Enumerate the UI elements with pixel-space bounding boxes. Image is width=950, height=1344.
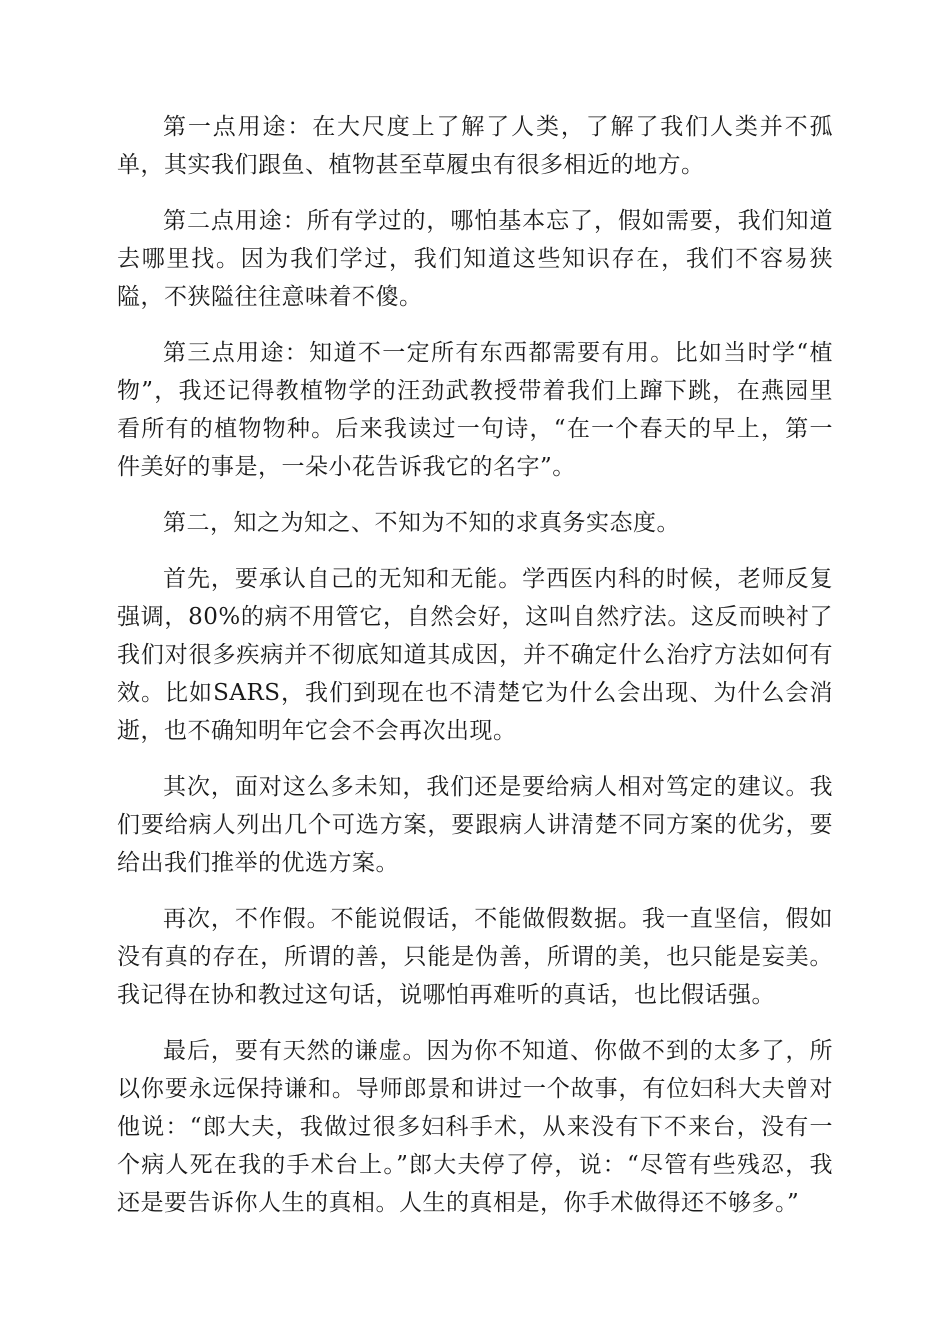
paragraph-second-use: 第二点用途：所有学过的，哪怕基本忘了，假如需要，我们知道去哪里找。因为我们学过，我们知道这些知识存在，我们不容易狭隘，不狭隘往往意味着不傻。 <box>117 208 833 310</box>
paragraph-third-use: 第三点用途：知道不一定所有东西都需要有用。比如当时学“植物”，我还记得教植物学的汪劲武教授带着我们上蹿下跳，在燕园里看所有的植物物种。后来我读过一句诗，“在一个春天的早上，第一件美好的事是，一朵小花告诉我它的名字”。 <box>117 340 833 480</box>
paragraph-last-point: 最后，要有天然的谦虚。因为你不知道、你做不到的太多了，所以你要永远保持谦和。导师郎景和讲过一个故事，有位妇科大夫曾对他说：“郎大夫，我做过很多妇科手术，从来没有下不来台，没有一个病人死在我的手术台上。”郎大夫停了停，说：“尽管有些残忍，我还是要告诉你人生的真相。人生的真相是，你手术做得还不够多。” <box>117 1038 833 1216</box>
paragraph-second-point: 其次，面对这么多未知，我们还是要给病人相对笃定的建议。我们要给病人列出几个可选方案，要跟病人讲清楚不同方案的优劣，要给出我们推举的优选方案。 <box>117 774 833 876</box>
paragraph-third-point: 再次，不作假。不能说假话，不能做假数据。我一直坚信，假如没有真的存在，所谓的善，只能是伪善，所谓的美，也只能是妄美。我记得在协和教过这句话，说哪怕再难听的真话，也比假话强。 <box>117 906 833 1008</box>
paragraph-first-use: 第一点用途：在大尺度上了解了人类，了解了我们人类并不孤单，其实我们跟鱼、植物甚至草履虫有很多相近的地方。 <box>117 114 833 178</box>
paragraph-first-point: 首先，要承认自己的无知和无能。学西医内科的时候，老师反复强调，80%的病不用管它，自然会好，这叫自然疗法。这反而映衬了我们对很多疾病并不彻底知道其成因，并不确定什么治疗方法如何有效。比如SARS，我们到现在也不清楚它为什么会出现、为什么会消逝，也不确知明年它会不会再次出现。 <box>117 566 833 744</box>
document-body <box>117 108 833 1240</box>
paragraph-section-heading: 第二，知之为知之、不知为不知的求真务实态度。 <box>163 510 680 536</box>
